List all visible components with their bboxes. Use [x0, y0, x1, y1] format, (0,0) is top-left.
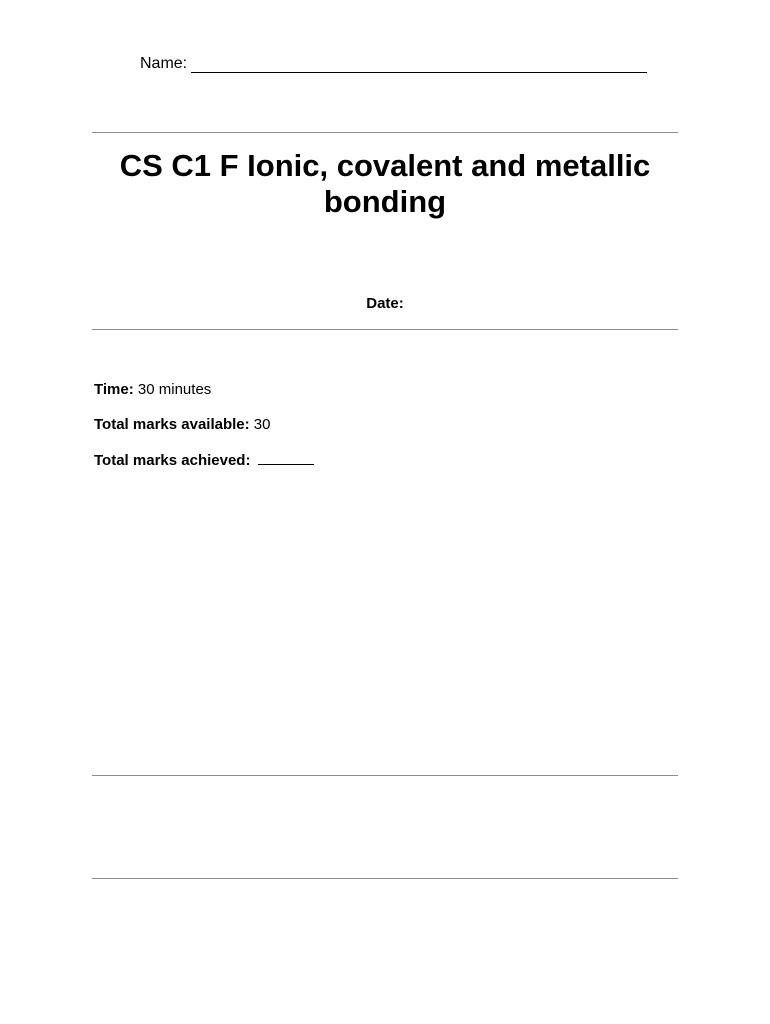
name-row — [140, 54, 647, 73]
date-divider — [92, 329, 678, 330]
lower-divider-2 — [92, 878, 678, 879]
title-line-1: CS C1 F Ionic, covalent and metallic — [119, 148, 651, 183]
total-available-row — [94, 416, 270, 433]
date-row — [92, 295, 678, 312]
total-available-label: Total marks available: — [94, 416, 250, 433]
lower-divider-1 — [92, 775, 678, 776]
top-divider — [92, 132, 678, 133]
time-label: Time: — [94, 381, 134, 398]
total-available-value: 30 — [253, 416, 271, 433]
document-title — [92, 148, 678, 220]
name-label: Name: — [140, 55, 188, 72]
total-achieved-label: Total marks achieved: — [94, 452, 251, 469]
title-line-2: bonding — [323, 184, 447, 219]
time-row — [94, 381, 211, 398]
total-achieved-field[interactable] — [258, 450, 314, 465]
time-value: 30 minutes — [137, 381, 212, 398]
name-field[interactable] — [191, 54, 647, 73]
date-label: Date: — [366, 295, 404, 312]
total-achieved-row — [94, 450, 314, 469]
